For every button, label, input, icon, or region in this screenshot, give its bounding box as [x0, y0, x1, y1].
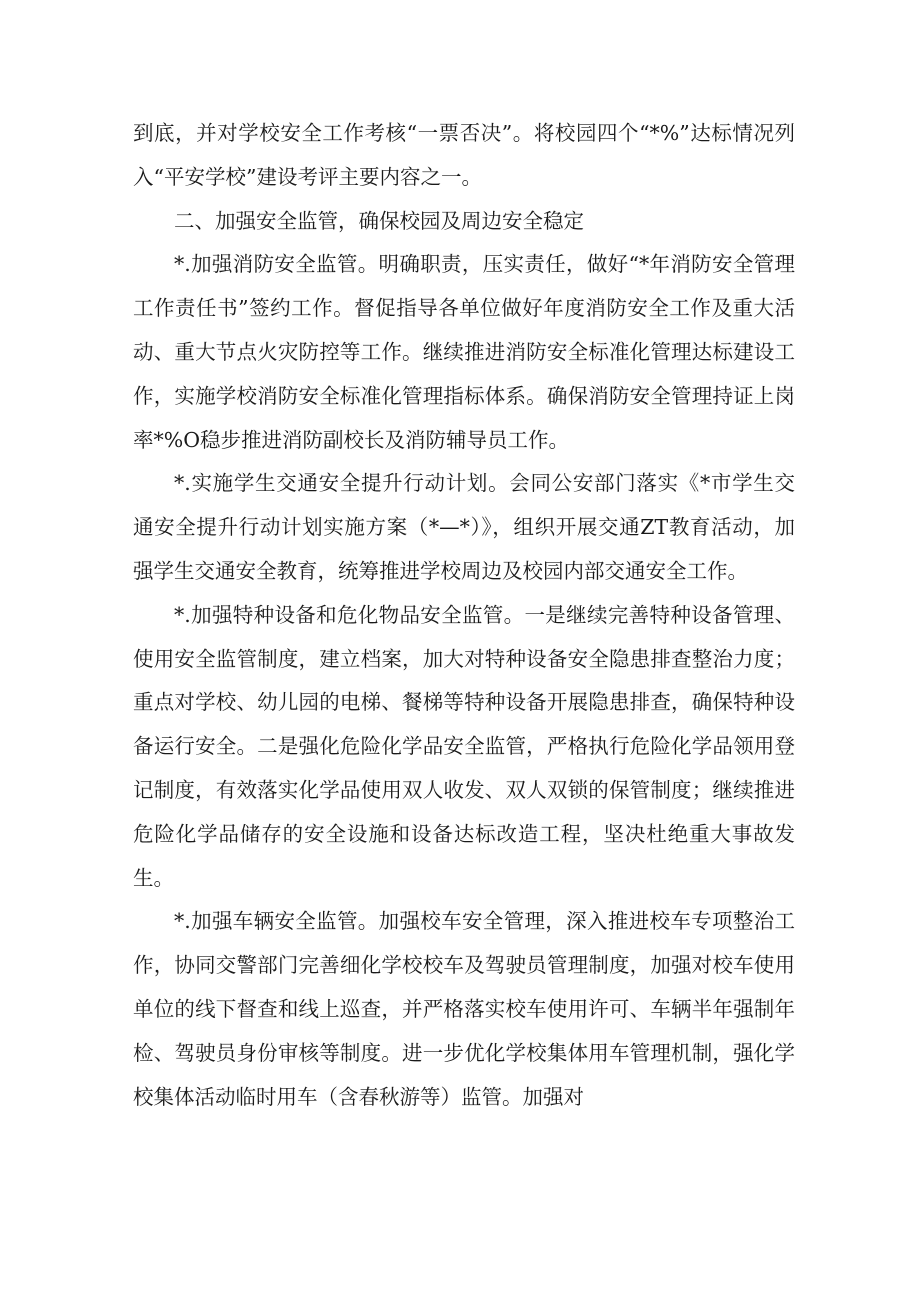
paragraph-vehicle-safety: *.加强车辆安全监管。加强校车安全管理，深入推进校车专项整治工作，协同交警部门完善细化学校校车及驾驶员管理制度，加强对校车使用单位的线下督查和线上巡查，并严格落实校车使用许可、车辆半年强制年检、驾驶员身份审核等制度。进一步优化学校集体用车管理机制，强化学校集体活动临时用车（含春秋游等）监管。加强对 [133, 909, 795, 1109]
paragraph-continuation: 到底，并对学校安全工作考核“一票否决”。将校园四个“*%”达标情况列入“平安学校”建设考评主要内容之一。 [133, 121, 795, 189]
paragraph-special-equipment: *.加强特种设备和危化物品安全监管。一是继续完善特种设备管理、使用安全监管制度，建立档案，加大对特种设备安全隐患排查整治力度；重点对学校、幼儿园的电梯、餐梯等特种设备开展隐患排查，确保特种设备运行安全。二是强化危险化学品安全监管，严格执行危险化学品领用登记制度，有效落实化学品使用双人收发、双人双锁的保管制度；继续推进危险化学品储存的安全设施和设备达标改造工程，坚决杜绝重大事故发生。 [133, 602, 795, 890]
document-body [133, 112, 795, 1119]
paragraph-traffic-safety: *.实施学生交通安全提升行动计划。会同公安部门落实《*市学生交通安全提升行动计划实施方案（*—*）》，组织开展交通ZT教育活动，加强学生交通安全教育，统筹推进学校周边及校园内部交通安全工作。 [133, 471, 795, 583]
section-heading: 二、加强安全监管，确保校园及周边安全稳定 [174, 208, 584, 233]
paragraph-fire-safety: *.加强消防安全监管。明确职责，压实责任，做好“*年消防安全管理工作责任书”签约工作。督促指导各单位做好年度消防安全工作及重大活动、重大节点火灾防控等工作。继续推进消防安全标准化管理达标建设工作，实施学校消防安全标准化管理指标体系。确保消防安全管理持证上岗率*%O稳步推进消防副校长及消防辅导员工作。 [133, 252, 795, 452]
